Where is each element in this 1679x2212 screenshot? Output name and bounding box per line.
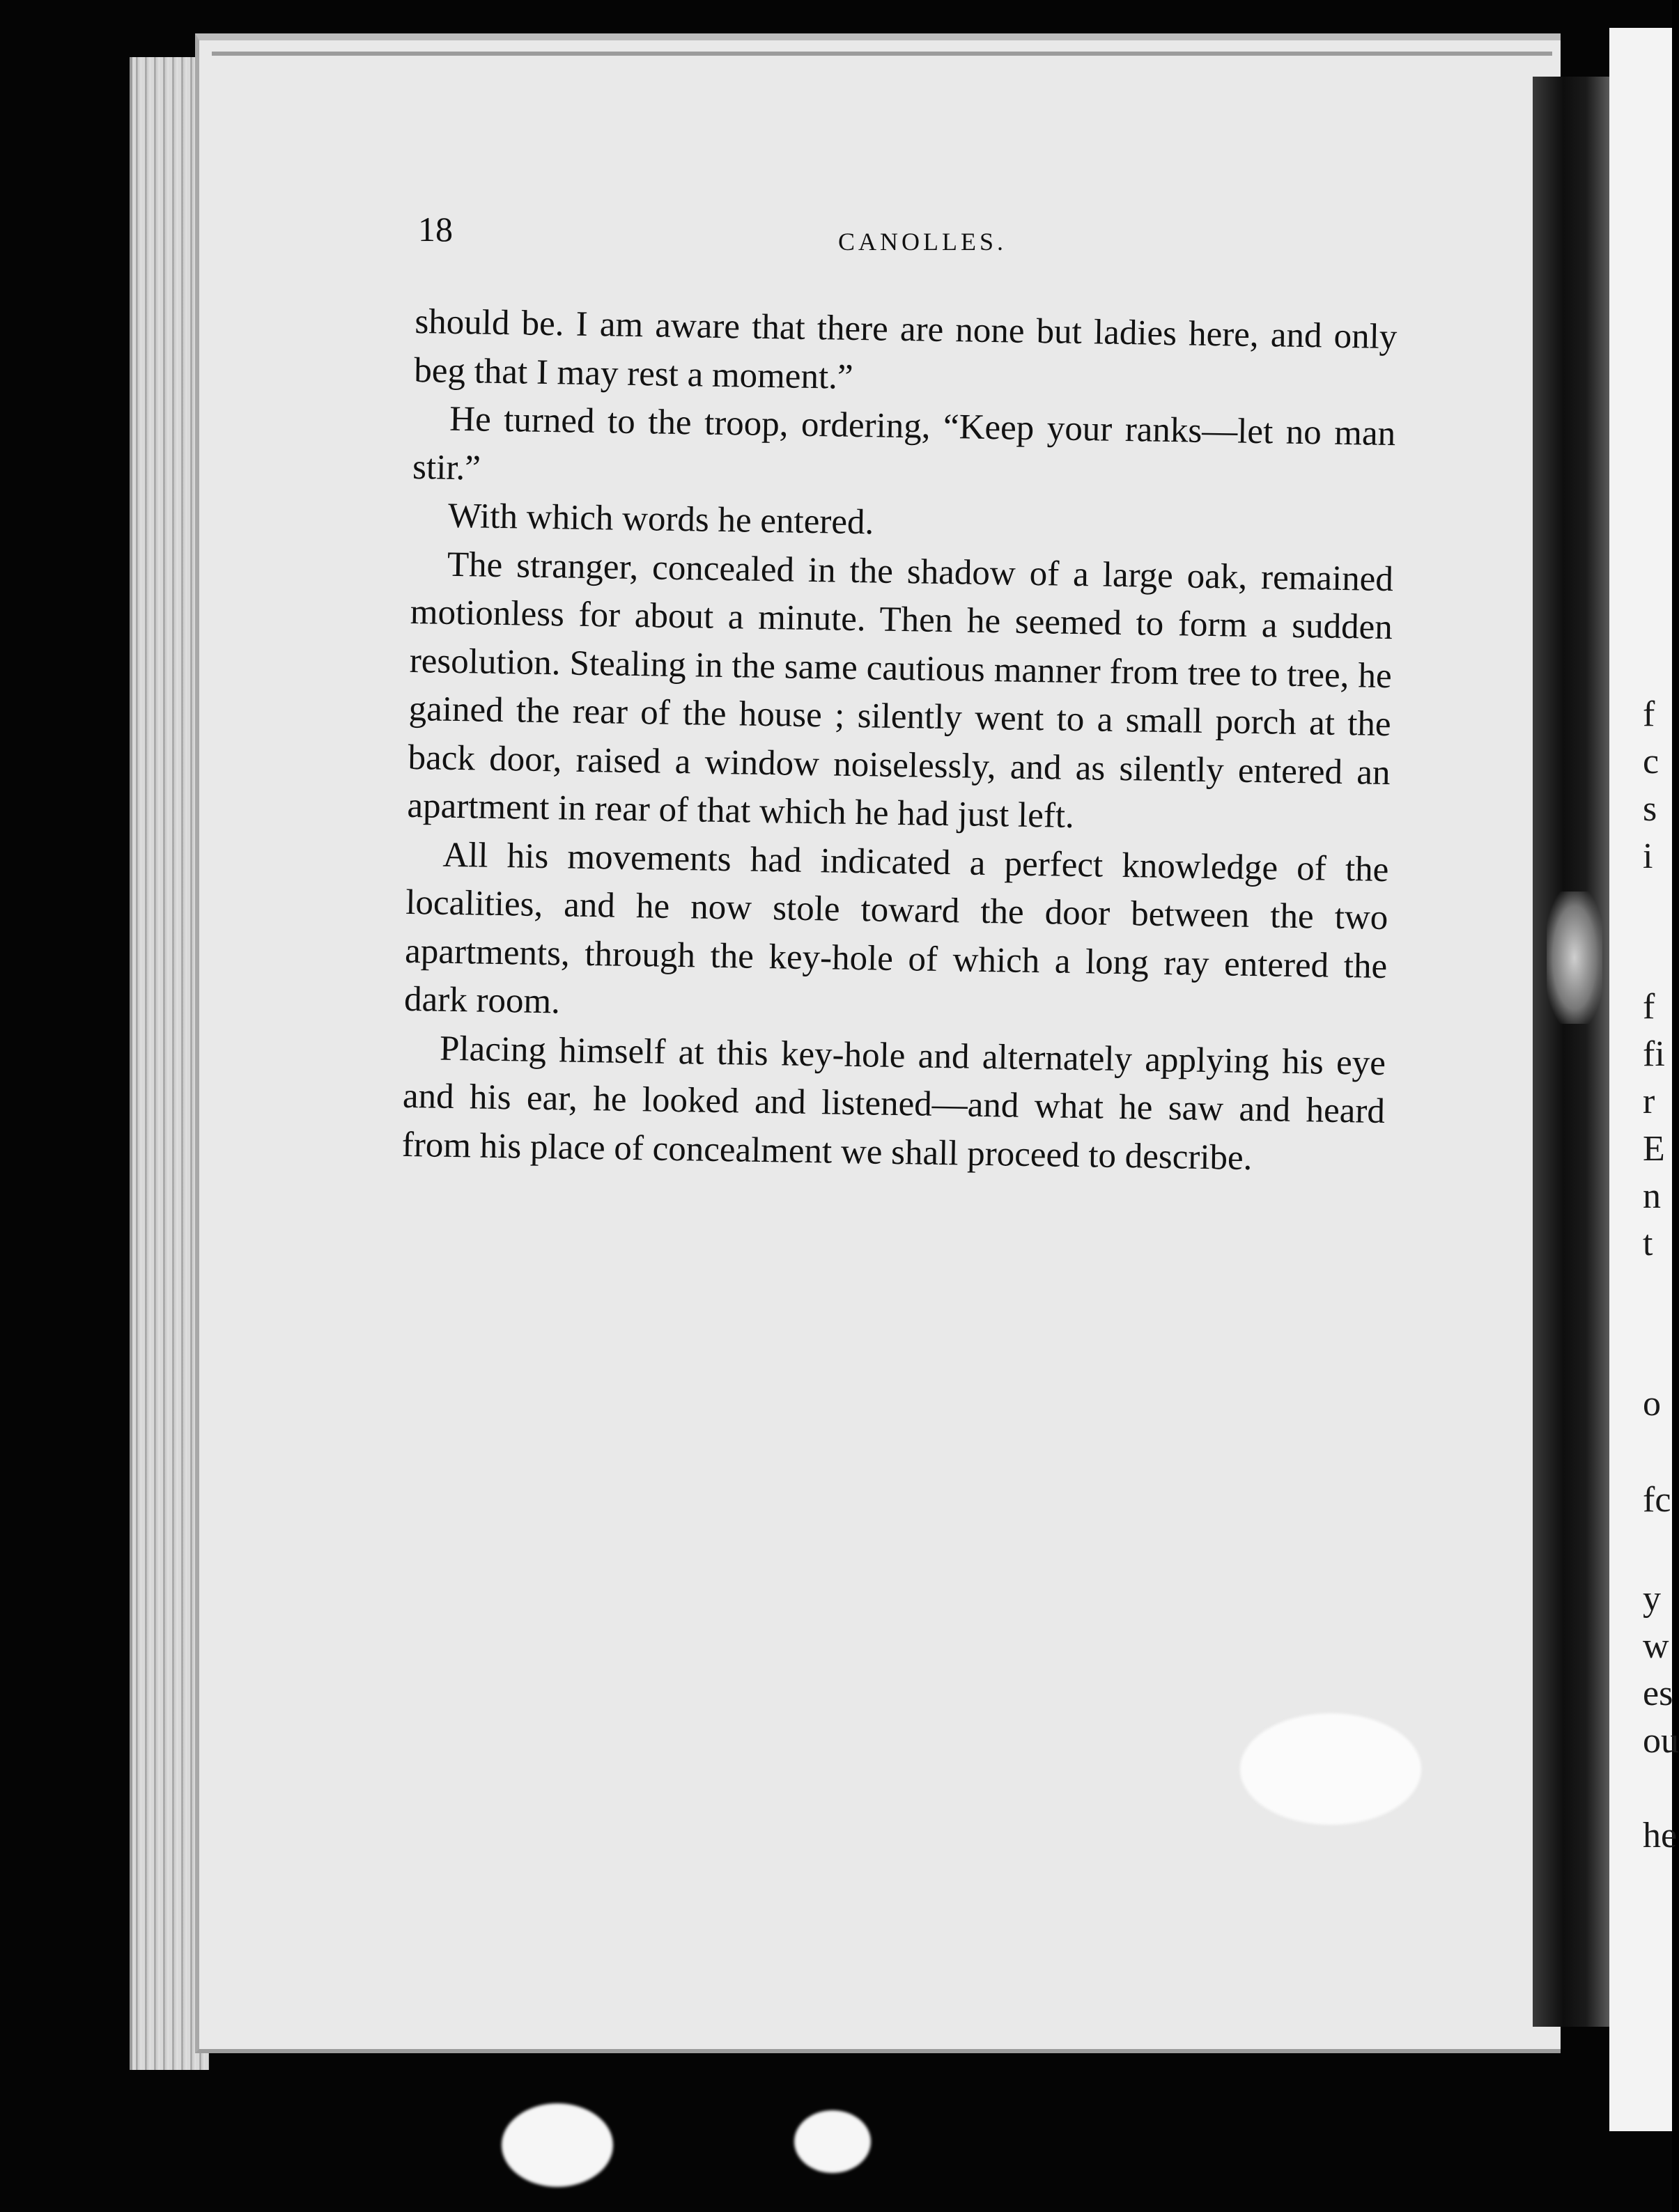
- page-number: 18: [418, 210, 453, 249]
- facing-letter: c: [1643, 742, 1659, 781]
- paragraph: With which words he entered.: [447, 496, 874, 543]
- facing-letter: f: [1643, 694, 1655, 734]
- running-head-title: CANOLLES.: [838, 228, 1007, 256]
- facing-letter: es: [1643, 1674, 1673, 1713]
- body-text: [401, 298, 1397, 1185]
- paragraph: Placing himself at this key-hole and alternately applying his eye and his ear, he looked and listened—and what he saw and heard from his place of concealment we shall proceed to describe.: [401, 1029, 1386, 1178]
- facing-letter: he: [1643, 1816, 1678, 1855]
- gutter-glint: [1547, 891, 1602, 1024]
- book-gutter: [1533, 77, 1609, 2027]
- facing-letter: fc: [1643, 1480, 1671, 1520]
- facing-letter: w: [1643, 1626, 1669, 1666]
- facing-letter: ou: [1643, 1721, 1679, 1761]
- facing-letter: r: [1643, 1082, 1655, 1121]
- facing-letter: o: [1643, 1384, 1661, 1424]
- facing-letter: s: [1643, 789, 1657, 829]
- facing-letter: fi: [1643, 1034, 1665, 1074]
- paragraph: He turned to the troop, ordering, “Keep your ranks—let no man stir.”: [412, 399, 1396, 488]
- paragraph: should be. I am aware that there are none but ladies here, and only beg that I may rest a moment.”: [413, 302, 1398, 397]
- scan-blot: [502, 2103, 613, 2187]
- facing-letter: y: [1643, 1579, 1661, 1619]
- paragraph: The stranger, concealed in the shadow of a large oak, remained motionless for about a minute. Then he seemed to form a sudden resolution. Stealing in the same cautious manner from tree to tree, he gained the rear of the house ; silently went to a small porch at the back door, raised a window noiselessly, and as silently entered an apartment in rear of that which he had just left.: [407, 545, 1394, 836]
- facing-letter: i: [1643, 836, 1653, 876]
- paragraph: All his movements had indicated a perfect knowledge of the localities, and he now stole toward the door between the two apartments, through the key-hole of which a long ray entered the dark room.: [403, 835, 1389, 1022]
- scan-blot: [1240, 1713, 1421, 1825]
- facing-letter: t: [1643, 1224, 1653, 1263]
- facing-letter: f: [1643, 987, 1655, 1027]
- facing-letter: n: [1643, 1176, 1661, 1216]
- facing-letter: E: [1643, 1129, 1665, 1169]
- scan-blot: [794, 2110, 871, 2173]
